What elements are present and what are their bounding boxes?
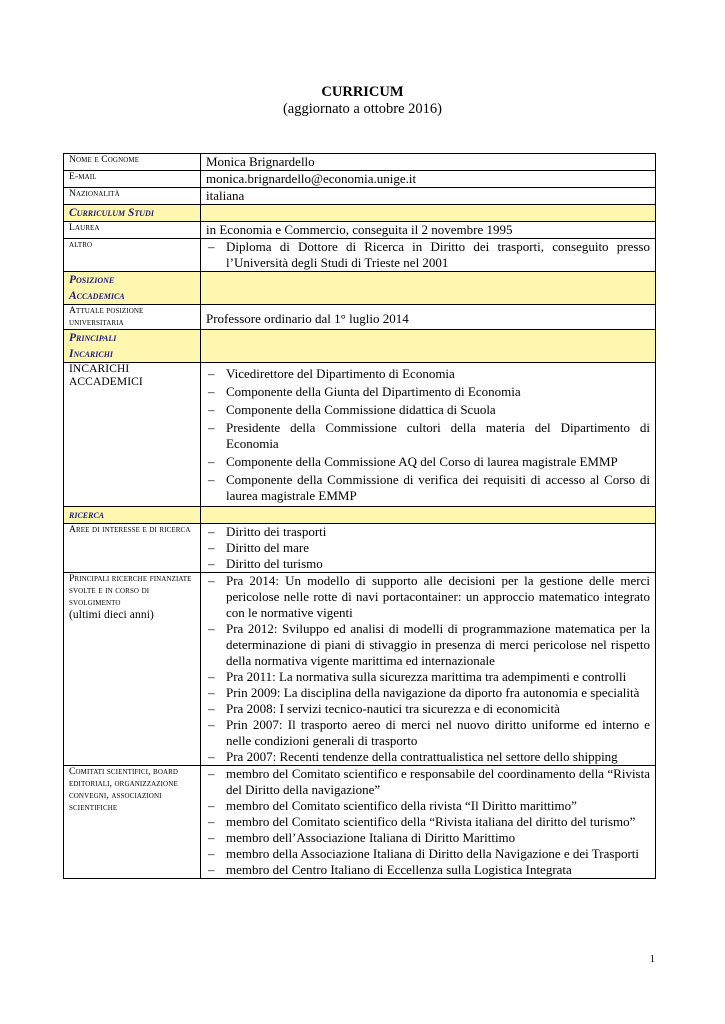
list-item: – Diritto del turismo (206, 556, 650, 572)
list-item: – membro della Associazione Italiana di Diritto della Navigazione e dei Trasporti (206, 846, 650, 862)
label-ricerche-note: (ultimi dieci anni) (69, 609, 154, 621)
label-altro: altro (64, 239, 201, 272)
list-item: – Diploma di Dottore di Ricerca in Diritto dei trasporti, conseguito presso l’Università degli Studi di Trieste nel 2001 (206, 239, 650, 271)
value-comitati (201, 766, 656, 879)
value-ricerche (201, 573, 656, 766)
value-aree (201, 524, 656, 573)
row-aree (64, 524, 656, 573)
document-subtitle: (aggiornato a ottobre 2016) (282, 101, 443, 117)
incarichi-list (206, 366, 650, 504)
section-title-posizione (64, 272, 201, 305)
document-title: CURRICUM (321, 84, 404, 100)
label-nazionalita: Nazionalità (64, 188, 201, 205)
row-attuale-posizione (64, 305, 656, 330)
row-altro (64, 239, 656, 272)
row-laurea (64, 222, 656, 239)
row-incarichi (64, 363, 656, 507)
list-item: – Prin 2007: Il trasporto aereo di merci nel nuovo diritto uniforme ed interno e nelle condizioni generali di trasporto (206, 717, 650, 749)
cv-table (63, 153, 656, 879)
list-item: – Pra 2011: La normativa sulla sicurezza marittima tra adempimenti e controlli (206, 669, 650, 685)
label-email: E-mail (64, 171, 201, 188)
value-nazionalita: italiana (201, 188, 656, 205)
section-title-ricerca: ricerca (64, 507, 201, 524)
list-item: – Componente della Commissione AQ del Corso di laurea magistrale EMMP (206, 454, 650, 470)
section-posizione-accademica (64, 272, 656, 305)
list-item: – membro del Comitato scientifico e responsabile del coordinamento della “Rivista del Diritto della navigazione” (206, 766, 650, 798)
section-title-line: Incarichi (69, 348, 114, 360)
list-item: – membro del Comitato scientifico della “Rivista italiana del diritto del turismo” (206, 814, 650, 830)
row-nazionalita (64, 188, 656, 205)
label-ricerche (64, 573, 201, 766)
section-title-line: Posizione (69, 274, 115, 286)
ricerche-list (206, 573, 650, 765)
row-email (64, 171, 656, 188)
list-item: – Diritto del mare (206, 540, 650, 556)
label-aree: Aree di interesse e di ricerca (64, 524, 201, 573)
document-header (0, 84, 725, 118)
row-nome (64, 154, 656, 171)
label-comitati: Comitati scientifici, board editoriali, organizzazione convegni, associazioni scientifiche (64, 766, 201, 879)
label-laurea: Laurea (64, 222, 201, 239)
section-curriculum-studi (64, 205, 656, 222)
page-number: 1 (649, 954, 655, 965)
list-item: – membro dell’Associazione Italiana di Diritto Marittimo (206, 830, 650, 846)
list-item: – Pra 2012: Sviluppo ed analisi di modelli di programmazione matematica per la determinazione di piani di stivaggio in presenza di merci pericolose nel rispetto della normativa vigente marittima ed internazionale (206, 621, 650, 669)
list-item: – Componente della Giunta del Dipartimento di Economia (206, 384, 650, 400)
section-title-curriculum: Curriculum Studi (64, 205, 201, 222)
section-title-line: Principali (69, 332, 117, 344)
list-item: – Componente della Commissione di verifica dei requisiti di accesso al Corso di laurea magistrale EMMP (206, 472, 650, 504)
value-nome: Monica Brignardello (201, 154, 656, 171)
section-filler (201, 507, 656, 524)
list-item: – membro del Comitato scientifico della rivista “Il Diritto marittimo” (206, 798, 650, 814)
label-ricerche-text: Principali ricerche finanziate svolte e in corso di svolgimento (69, 573, 192, 608)
altro-list (206, 239, 650, 271)
value-email: monica.brignardello@economia.unige.it (201, 171, 656, 188)
list-item: – Prin 2009: La disciplina della navigazione da diporto fra autonomia e specialità (206, 685, 650, 701)
label-incarichi-text: INCARICHI ACCADEMICI (69, 363, 143, 388)
section-filler (201, 272, 656, 305)
comitati-list (206, 766, 650, 878)
list-item: – Componente della Commissione didattica di Scuola (206, 402, 650, 418)
section-principali-incarichi (64, 330, 656, 363)
value-altro (201, 239, 656, 272)
aree-list (206, 524, 650, 572)
section-ricerca (64, 507, 656, 524)
list-item: – Pra 2014: Un modello di supporto alle decisioni per la gestione delle merci pericolose nelle rotte di navi portacontainer: un approccio matematico integrato con le normative vigenti (206, 573, 650, 621)
section-filler (201, 205, 656, 222)
value-laurea: in Economia e Commercio, conseguita il 2 novembre 1995 (201, 222, 656, 239)
value-attuale-posizione: Professore ordinario dal 1° luglio 2014 (201, 305, 656, 330)
list-item: – Vicedirettore del Dipartimento di Economia (206, 366, 650, 382)
value-incarichi (201, 363, 656, 507)
section-title-incarichi (64, 330, 201, 363)
list-item: – Diritto dei trasporti (206, 524, 650, 540)
list-item: – Presidente della Commissione cultori della materia del Dipartimento di Economia (206, 420, 650, 452)
label-incarichi (64, 363, 201, 507)
label-nome: Nome e Cognome (64, 154, 201, 171)
label-attuale-posizione: Attuale posizione universitaria (64, 305, 201, 330)
list-item: – membro del Centro Italiano di Eccellenza sulla Logistica Integrata (206, 862, 650, 878)
list-item: – Pra 2007: Recenti tendenze della contrattualistica nel settore dello shipping (206, 749, 650, 765)
list-item: – Pra 2008: I servizi tecnico-nautici tra sicurezza e di economicità (206, 701, 650, 717)
section-filler (201, 330, 656, 363)
section-title-line: Accademica (69, 290, 125, 302)
row-ricerche (64, 573, 656, 766)
row-comitati (64, 766, 656, 879)
